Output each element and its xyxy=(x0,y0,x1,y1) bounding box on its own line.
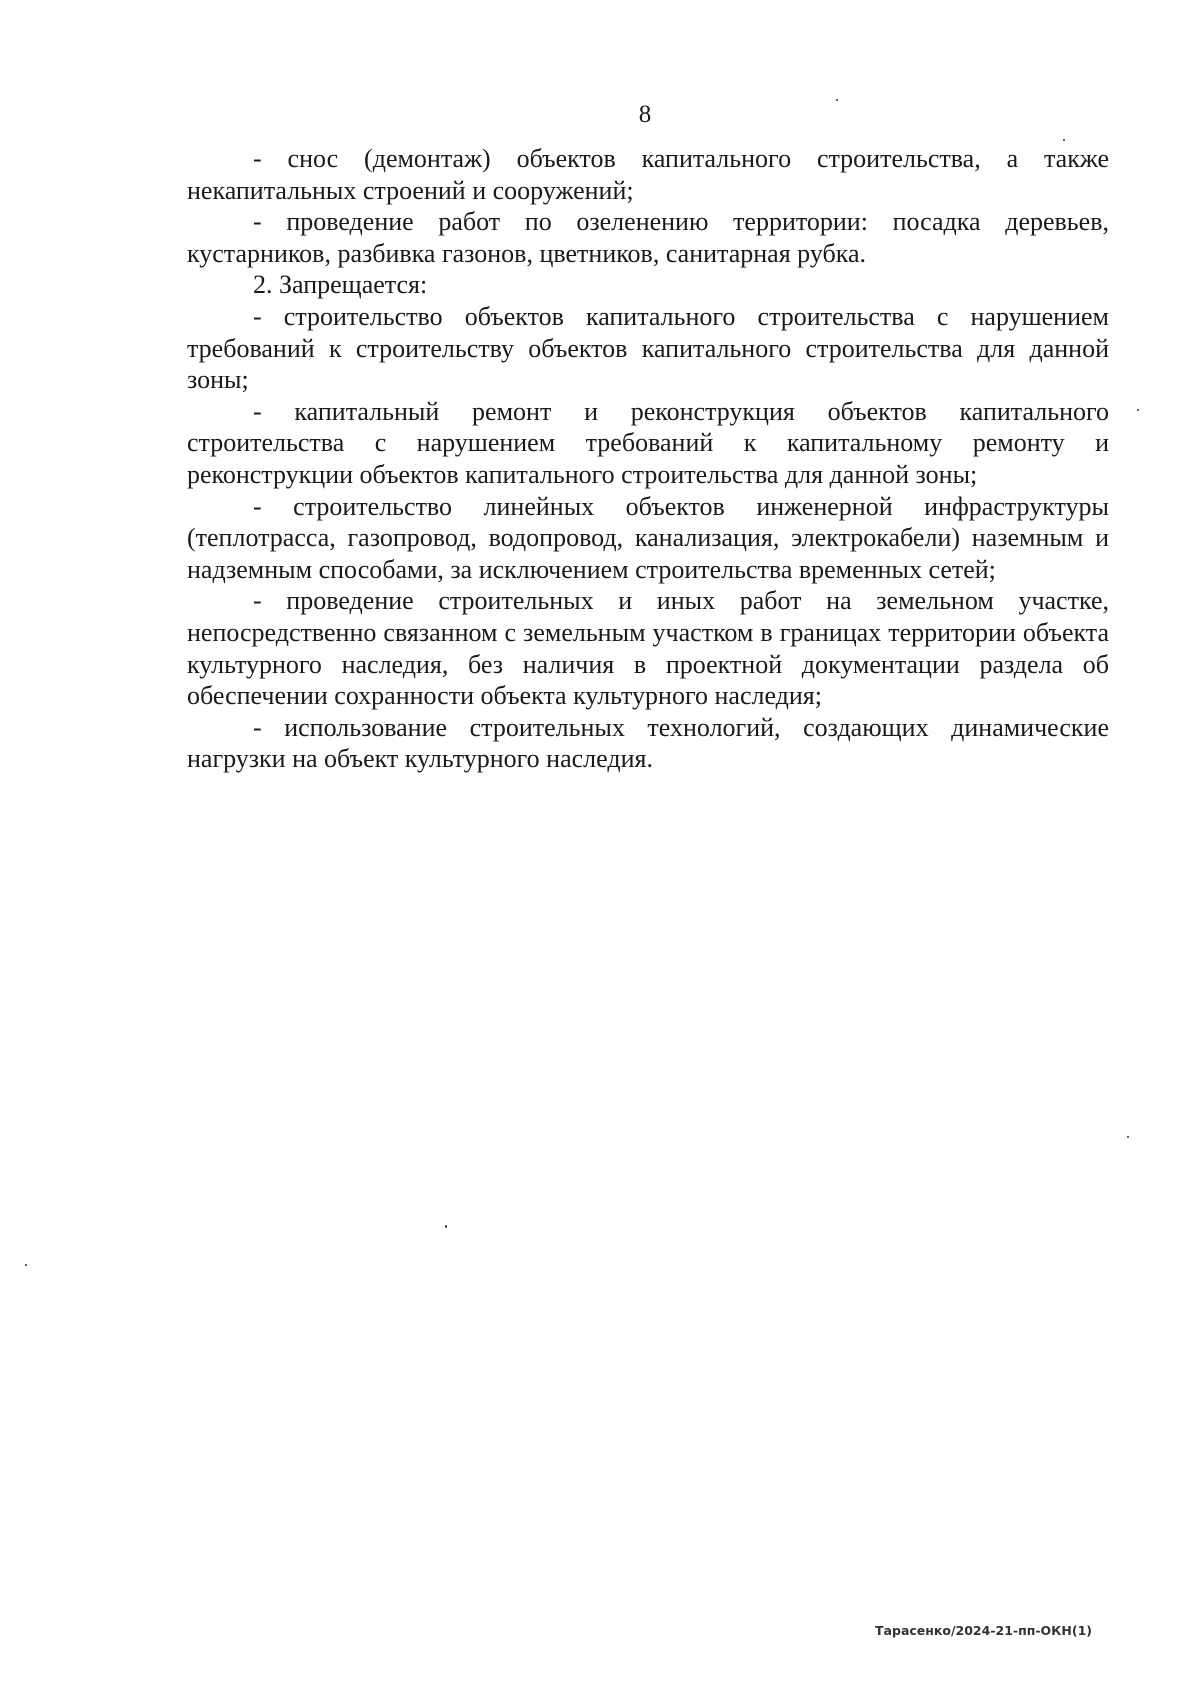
scan-speck xyxy=(25,1264,27,1266)
scan-speck xyxy=(836,99,838,101)
paragraph-landscaping: - проведение работ по озеленению территории: посадка деревьев, кустарников, разбивка газонов, цветников, санитарная рубка. xyxy=(187,207,1109,268)
scan-speck xyxy=(1127,1136,1129,1138)
paragraph-construction-violation: - строительство объектов капитального строительства с нарушением требований к строительству объектов капитального строительства для данной зоны; xyxy=(187,301,1109,395)
paragraph-dynamic-loads: - использование строительных технологий, создающих динамические нагрузки на объект культурного наследия. xyxy=(187,712,1109,774)
paragraph-land-works: - проведение строительных и иных работ на земельном участке, непосредственно связанном с земельным участком в границах территории объекта культурного наследия, без наличия в проектной документации раздела об обеспечении сохранности объекта культурного наследия; xyxy=(187,586,1109,711)
paragraph-prohibited-heading: 2. Запрещается: xyxy=(253,270,428,300)
document-registration-code: Тарасенко/2024-21-пп-ОКН(1) xyxy=(875,1623,1092,1638)
document-body xyxy=(187,143,1109,775)
scan-speck xyxy=(1137,409,1139,411)
page-number: 8 xyxy=(638,101,652,128)
paragraph-repair-violation: - капитальный ремонт и реконструкция объектов капитального строительства с нарушением требований к капитальному ремонту и реконструкции объектов капитального строительства для данной зоны; xyxy=(187,396,1109,489)
scan-speck xyxy=(445,1225,447,1228)
paragraph-demolition: - снос (демонтаж) объектов капитального строительства, а также некапитальных строений и сооружений; xyxy=(187,144,1109,205)
paragraph-linear-objects: - строительство линейных объектов инженерной инфраструктуры (теплотрасса, газопровод, водопровод, канализация, электрокабели) наземным и надземным способами, за исключением строительства временных сетей; xyxy=(187,491,1109,584)
scan-speck xyxy=(1063,139,1065,141)
